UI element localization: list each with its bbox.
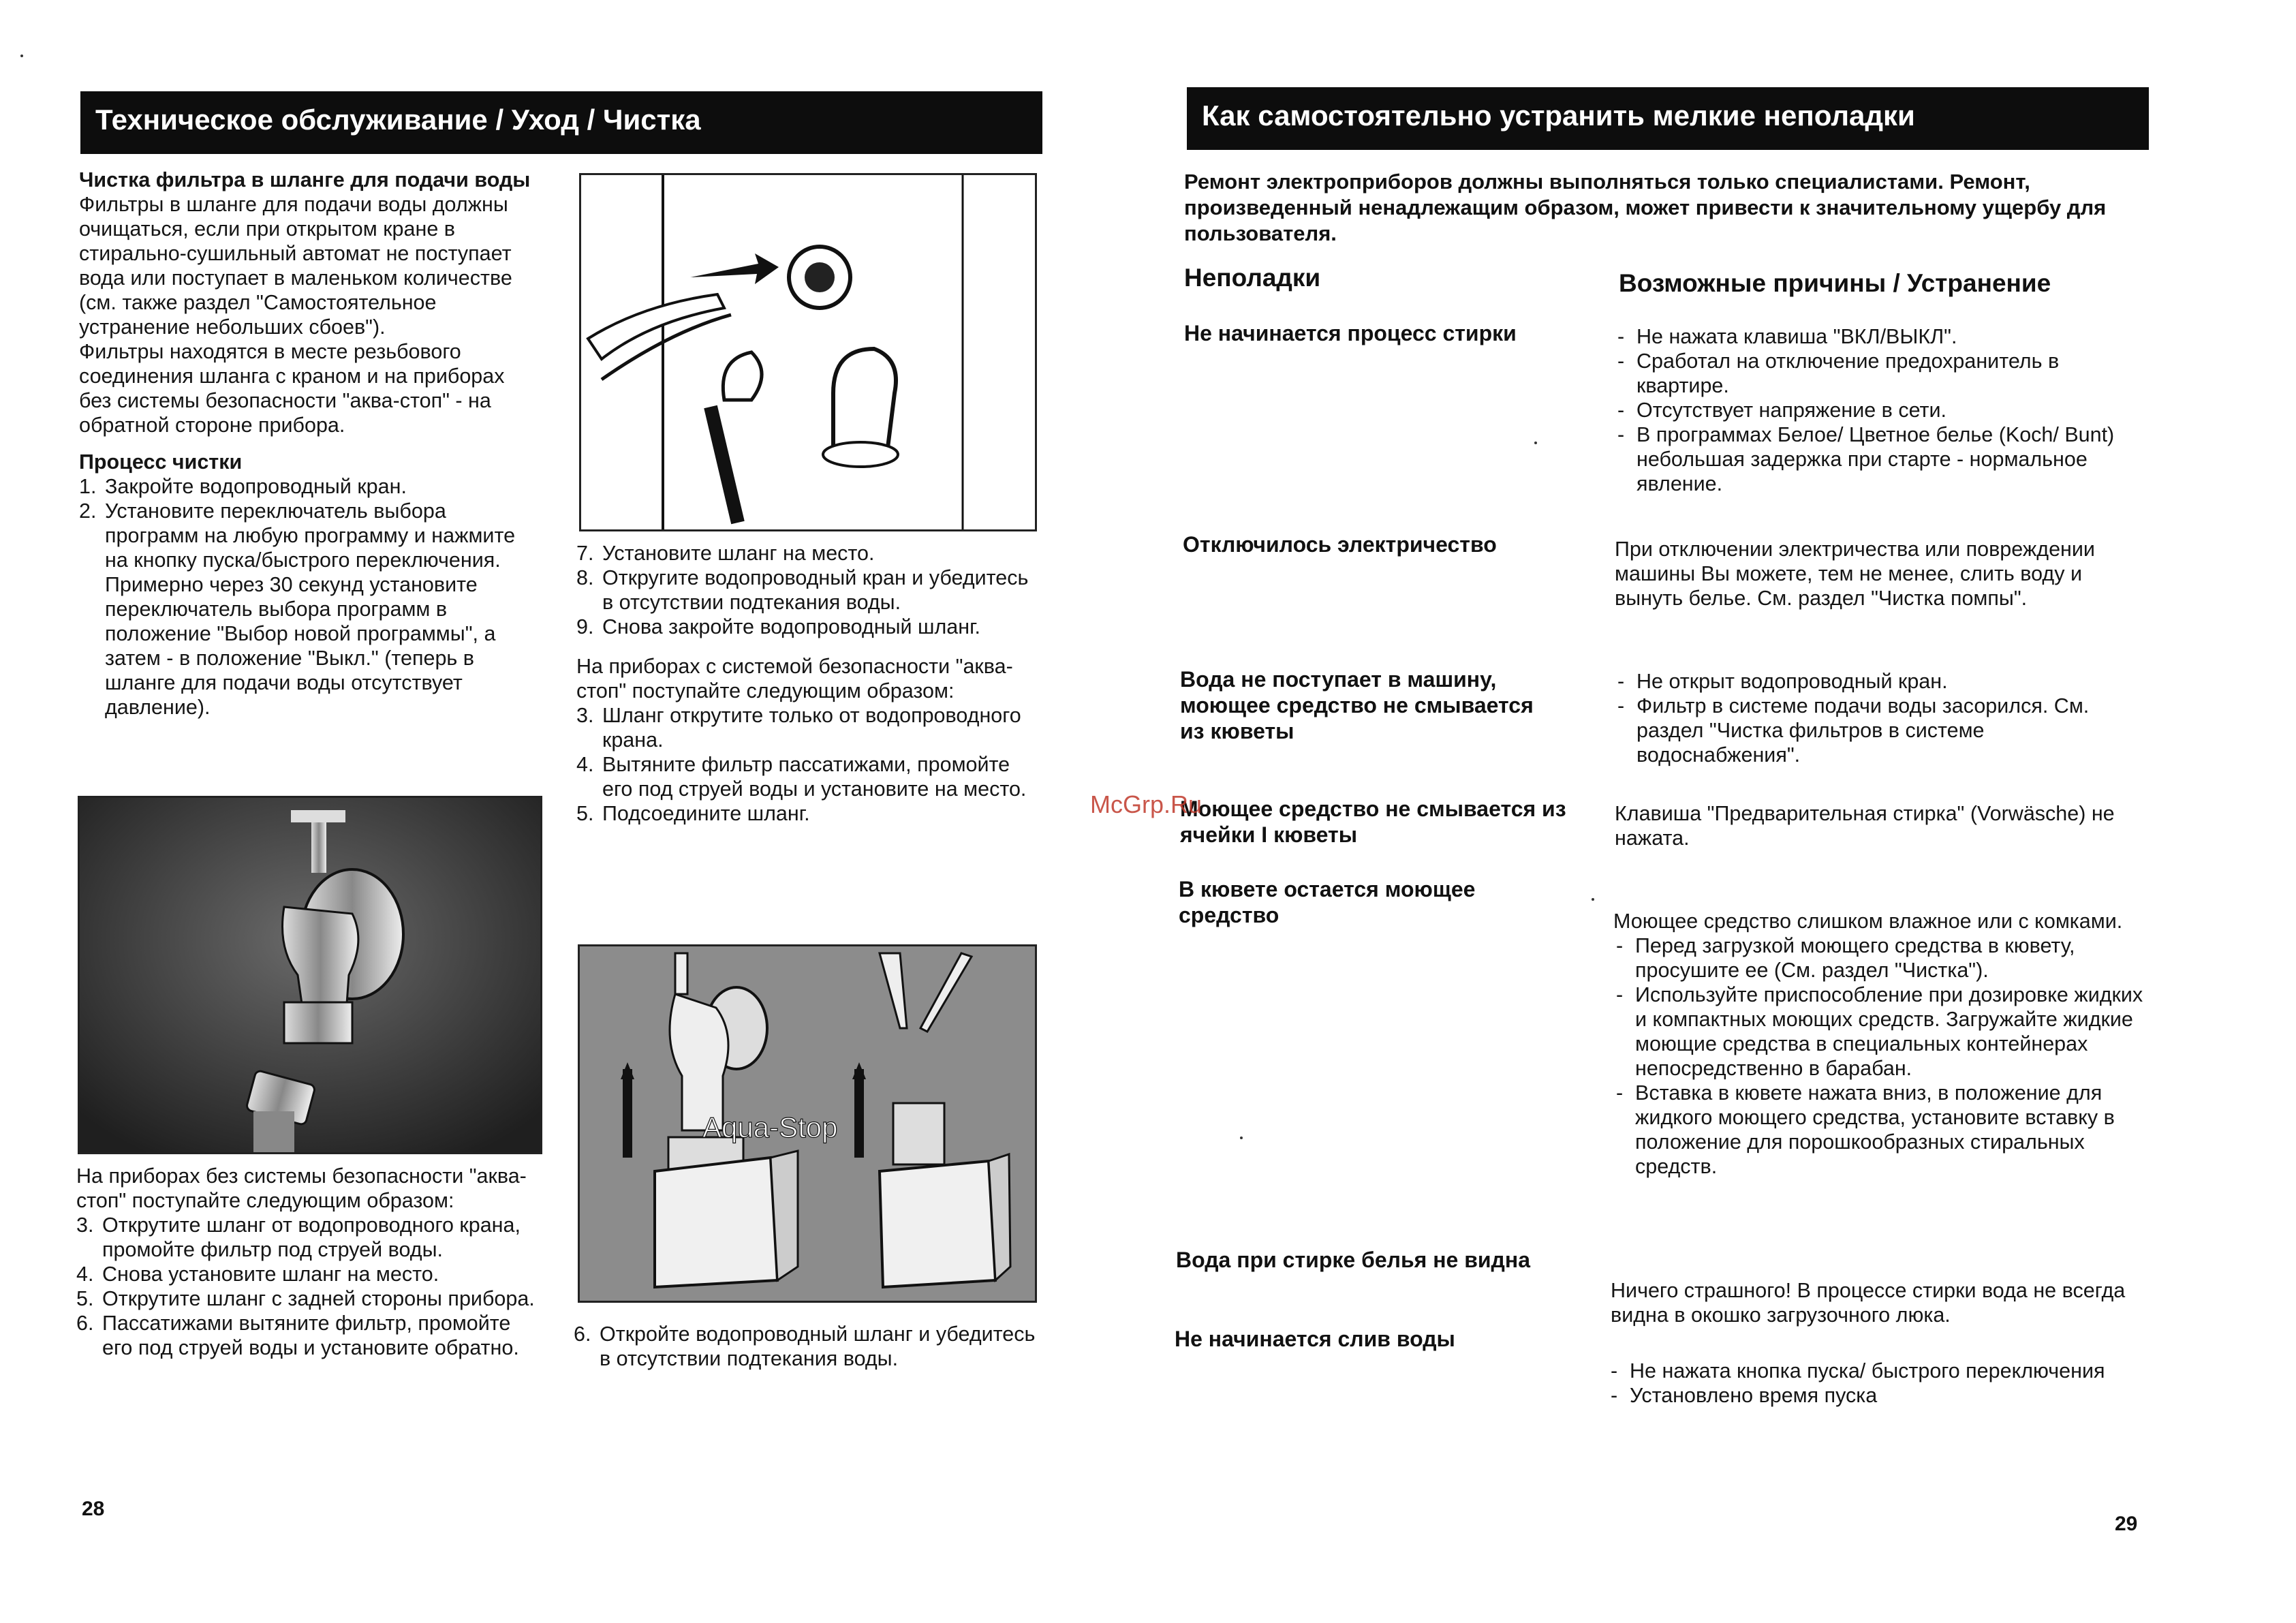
list-item: - Перед загрузкой моющего средства в кювету, просушите ее (См. раздел "Чистка"). <box>1613 933 2146 983</box>
list-item: 4. Снова установите шланг на место. <box>76 1263 439 1286</box>
process-steps-c <box>576 541 1040 639</box>
fault-causes <box>1613 909 2146 1179</box>
faucet-photo <box>78 796 542 1154</box>
left-col2-final <box>574 1322 1044 1371</box>
cause-text: Моющее средство слишком влажное или с комками. <box>1613 910 2123 933</box>
fault-causes: Ничего страшного! В процессе стирки вода не всегда видна в окошко загрузочного люка. <box>1611 1279 2126 1327</box>
aquastop-illustration <box>578 944 1037 1303</box>
list-item: - Сработал на отключение предохранитель в квартире. <box>1615 349 2146 398</box>
list-item: 6. Откройте водопроводный шланг и убедитесь в отсутствии подтекания воды. <box>574 1323 1036 1370</box>
filter-heading: Чистка фильтра в шланге для подачи воды <box>79 168 531 191</box>
fault-causes <box>1615 669 2146 767</box>
aquastop-steps <box>576 703 1040 826</box>
fault-label: Вода не поступает в машину, моющее средство не смывается из кюветы <box>1180 667 1534 743</box>
scan-speck <box>20 55 23 57</box>
hose-back-illustration <box>579 173 1037 531</box>
list-item: 2. Установите переключатель выбора программ на любую программу и нажмите на кнопку пуска/быстрого переключения. Примерно через 30 секунд установите переключатель выбора программ в положение "Выбор новой программы", а затем - в положение "Выкл." (теперь в шланге для подачи воды отсутствует давление). <box>79 499 516 719</box>
aquastop-intro: На приборах с системой безопасности "аква-стоп" поступайте следующим образом: <box>576 655 1013 702</box>
faucet-illustration <box>80 798 540 1152</box>
page-number-left: 28 <box>82 1498 105 1520</box>
final-step <box>574 1322 1044 1371</box>
list-item: - Не открыт водопроводный кран. <box>1615 669 2146 694</box>
scan-speck <box>1240 1137 1243 1139</box>
fault-causes <box>1608 1359 2139 1408</box>
causes-column-header: Возможные причины / Устранение <box>1619 269 2051 297</box>
list-item: - Не нажата клавиша "ВКЛ/ВЫКЛ". <box>1615 324 2146 349</box>
list-item: - Используйте приспособление при дозировке жидких и компактных моющих средств. Загружайте жидкие моющие средства в специальных контейнерах непосредственно в барабан. <box>1613 983 2146 1081</box>
watermark: McGrp.Ru <box>1090 790 1203 818</box>
left-col1-bottom <box>76 1164 540 1360</box>
fault-label: В кювете остается моющее средство <box>1179 877 1476 927</box>
list-item: 5. Подсоедините шланг. <box>576 802 810 825</box>
fault-causes <box>1615 324 2146 496</box>
list-item: 3. Открутите шланг от водопроводного крана, промойте фильтр под струей воды. <box>76 1214 521 1261</box>
list-item: - В программах Белое/ Цветное белье (Koch/ Bunt) небольшая задержка при старте - нормальное явление. <box>1615 422 2146 496</box>
fault-causes: Клавиша "Предварительная стирка" (Vorwäsche) не нажата. <box>1615 802 2115 850</box>
scan-speck <box>1592 898 1594 901</box>
faults-column-header: Неполадки <box>1184 264 1321 292</box>
list-item: - Отсутствует напряжение в сети. <box>1615 398 2146 422</box>
fault-causes: При отключении электричества или повреждении машины Вы можете, тем не менее, слить воду и вынуть белье. См. раздел "Чистка помпы". <box>1615 538 2095 610</box>
list-item: - Вставка в кювете нажата вниз, в положение для жидкого моющего средства, установите вставку в положение для порошкообразных стиральных средств. <box>1613 1081 2146 1179</box>
aqua-stop-label: Aqua-Stop <box>702 1111 838 1143</box>
right-page-header: Как самостоятельно устранить мелкие неполадки <box>1187 87 2149 150</box>
list-item: 9. Снова закройте водопроводный шланг. <box>576 615 980 638</box>
list-item: 6. Пассатижами вытяните фильтр, промойте его под струей воды и установите обратно. <box>76 1312 519 1359</box>
left-col1-top <box>79 168 542 720</box>
list-item: 3. Шланг открутите только от водопроводного крана. <box>576 704 1021 752</box>
page-number-right: 29 <box>2115 1513 2138 1535</box>
list-item: - Фильтр в системе подачи воды засорился. См. раздел "Чистка фильтров в системе водоснабжения". <box>1615 694 2146 767</box>
fault-label: Вода при стирке белья не видна <box>1176 1248 1530 1272</box>
scan-speck <box>1534 442 1537 444</box>
process-steps-b <box>76 1213 540 1360</box>
list-item: 5. Открутите шланг с задней стороны прибора. <box>76 1287 535 1310</box>
list-item: 1. Закройте водопроводный кран. <box>79 475 407 498</box>
list-item: - Не нажата кнопка пуска/ быстрого переключения <box>1608 1359 2139 1383</box>
list-item: - Установлено время пуска <box>1608 1383 2139 1408</box>
filter-para2: Фильтры находятся в месте резьбового соединения шланга с краном и на приборах без системы безопасности "аква-стоп" - на обратной стороне прибора. <box>79 340 505 437</box>
left-page-header: Техническое обслуживание / Уход / Чистка <box>80 91 1042 154</box>
filter-para1: Фильтры в шланге для подачи воды должны очищаться, если при открытом кране в стирально-сушильный автомат не поступает вода или поступает в маленьком количестве (см. также раздел "Самостоятельное устранение небольших сбоев"). <box>79 193 512 339</box>
process-steps-a <box>79 474 542 720</box>
list-item: 7. Установите шланг на место. <box>576 542 875 565</box>
process-title: Процесс чистки <box>79 450 243 474</box>
list-item: 8. Откругите водопроводный кран и убедитесь в отсутствии подтекания воды. <box>576 566 1029 614</box>
fault-label: Моющее средство не смывается из ячейки I кюветы <box>1180 797 1566 847</box>
fault-label: Отключилось электричество <box>1183 532 1497 557</box>
repair-warning: Ремонт электроприборов должны выполняться только специалистами. Ремонт, произведенный ненадлежащим образом, может привести к значительному ущербу для пользователя. <box>1184 170 2107 245</box>
left-col2-text <box>576 541 1040 826</box>
fault-label: Не начинается слив воды <box>1175 1327 1455 1351</box>
fault-label: Не начинается процесс стирки <box>1184 321 1517 345</box>
list-item: 4. Вытяните фильтр пассатижами, промойте его под струей воды и установите на место. <box>576 753 1027 801</box>
no-aquastop-intro: На приборах без системы безопасности "аква-стоп" поступайте следующим образом: <box>76 1164 527 1212</box>
